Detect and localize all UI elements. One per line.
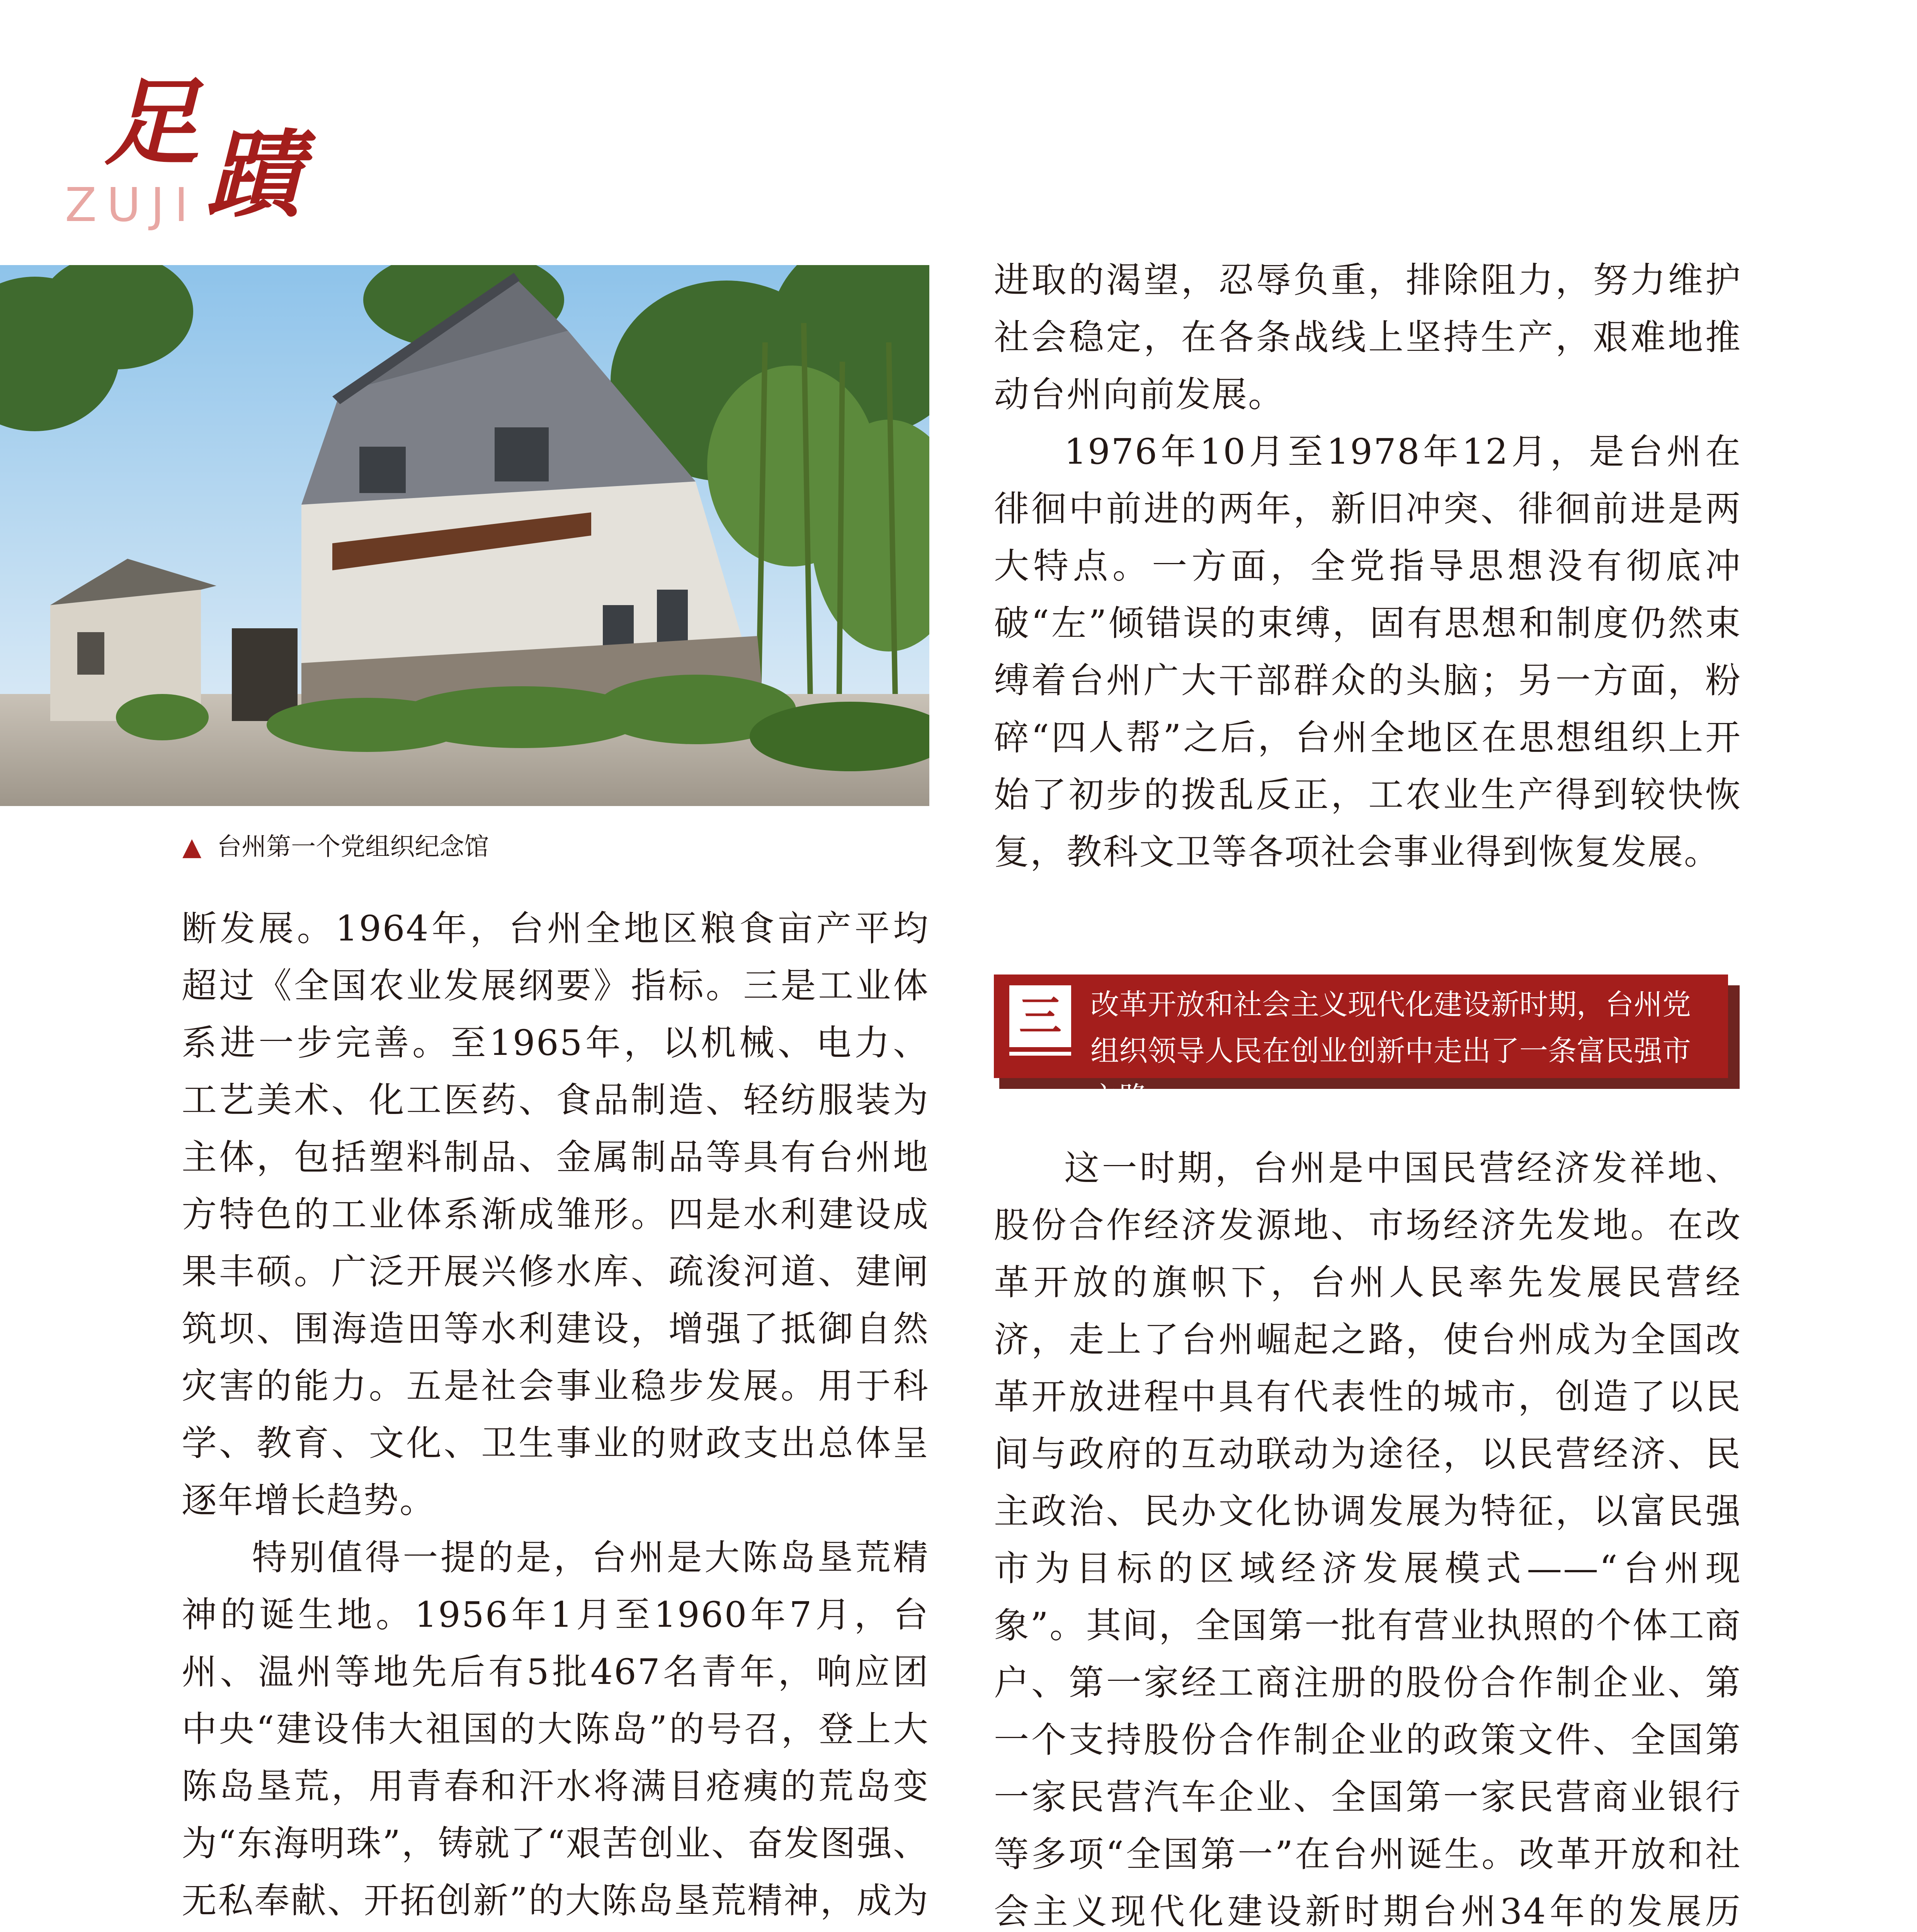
right-column-top (994, 252, 1742, 881)
right-paragraph-2: 1976年10月至1978年12月，是台州在徘徊中前进的两年，新旧冲突、徘徊前进是两大特点。一方面，全党指导思想没有彻底冲破“左”倾错误的束缚，固有思想和制度仍然束缚着台州广大干部群众的头脑；另一方面，粉碎“四人帮”之后，台州全地区在思想组织上开始了初步的拨乱反正，工农业生产得到较快恢复，教科文卫等各项社会事业得到恢复发展。 (994, 432, 1742, 872)
left-paragraph-1: 断发展。1964年，台州全地区粮食亩产平均超过《全国农业发展纲要》指标。三是工业体系进一步完善。至1965年，以机械、电力、工艺美术、化工医药、食品制造、轻纺服装为主体，包括塑料制品、金属制品等具有台州地方特色的工业体系渐成雏形。四是水利建设成果丰硕。广泛开展兴修水库、疏浚河道、建闸筑坝、围海造田等水利建设，增强了抵御自然灾害的能力。五是社会事业稳步发展。用于科学、教育、文化、卫生事业的财政支出总体呈逐年增长趋势。 (182, 908, 929, 1521)
section-title: 改革开放和社会主义现代化建设新时期，台州党组织领导人民在创业创新中走出了一条富民强市之路 (1090, 988, 1691, 1114)
logo-pinyin: ZUJI (65, 179, 198, 232)
right-paragraph-3: 这一时期，台州是中国民营经济发祥地、股份合作经济发源地、市场经济先发地。在改革开放的旗帜下，台州人民率先发展民营经济，走上了台州崛起之路，使台州成为全国改革开放进程中具有代表性的城市，创造了以民间与政府的互动联动为途径，以民营经济、民主政治、民办文化协调发展为特征，以富民强市为目标的区域经济发展模式——“台州现象”。其间，全国第一批有营业执照的个体工商户、第一家经工商注册的股份合作制企业、第一个支持股份合作制企业的政策文件、全国第一家民营汽车企业、全国第一家民营商业银行等多项“全国第一”在台州诞生。改革开放和社会主义现代化建设新时期台州34年的发展历 (994, 1148, 1742, 1932)
section-number: 三 (1009, 985, 1071, 1047)
banner-body (994, 975, 1728, 1114)
section-number-underline (1009, 1052, 1071, 1056)
caption-triangle-icon: ▲ (182, 833, 202, 861)
right-column-bottom (994, 1140, 1742, 1932)
right-paragraph-1: 进取的渴望，忍辱负重，排除阻力，努力维护社会稳定，在各条战线上坚持生产，艰难地推动台州向前发展。 (994, 260, 1742, 415)
section-banner (994, 975, 1740, 1114)
left-paragraph-2: 特别值得一提的是，台州是大陈岛垦荒精神的诞生地。1956年1月至1960年7月，台州、温州等地先后有5批467名青年，响应团中央“建设伟大祖国的大陈岛”的号召，登上大陈岛垦荒，用青春和汗水将满目疮痍的荒岛变为“东海明珠”，铸就了“艰苦创业、奋发图强、无私奉献、开拓创新”的大陈岛垦荒精神，成为 (182, 1537, 929, 1921)
caption-text: 台州第一个党组织纪念馆 (217, 833, 489, 861)
memorial-hall-photo (0, 265, 929, 806)
photo-caption (182, 827, 489, 862)
logo-char-1: 足 (104, 67, 199, 178)
logo-char-2: 蹟 (207, 119, 301, 230)
left-column (182, 900, 929, 1932)
